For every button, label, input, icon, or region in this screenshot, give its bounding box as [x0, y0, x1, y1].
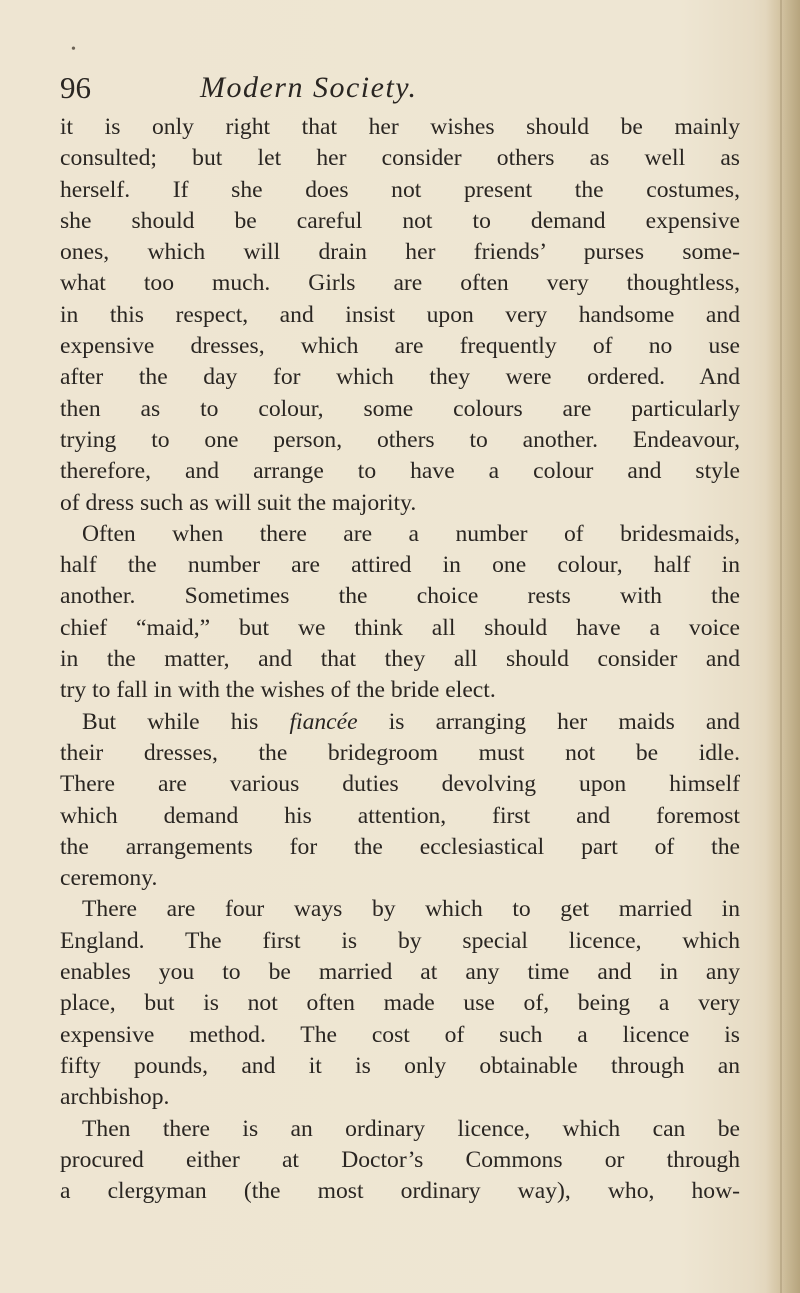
text-line: half the number are attired in one colour, half in: [60, 552, 740, 579]
text-line: what too much. Girls are often very thoughtless,: [60, 270, 740, 297]
text-line: expensive dresses, which are frequently of no use: [60, 333, 740, 360]
text-line: she should be careful not to demand expensive: [60, 207, 740, 234]
text-line: their dresses, the bridegroom must not be idle.: [60, 739, 740, 766]
text-line: which demand his attention, first and foremost: [60, 802, 740, 829]
running-head: Modern Society.: [200, 71, 418, 104]
text-line-with-italic: [60, 707, 740, 738]
page-edge-shadow: [766, 0, 800, 1293]
text-line: procured either at Doctor’s Commons or through: [60, 1146, 740, 1173]
text-line: England. The first is by special licence, which: [60, 927, 740, 954]
page-header: [60, 70, 720, 110]
italic-word: fiancée: [289, 708, 358, 735]
text-line: it is only right that her wishes should be mainly: [60, 114, 740, 140]
text-line: of dress such as will suit the majority.: [60, 489, 417, 516]
text-line: another. Sometimes the choice rests with the: [60, 583, 740, 610]
text-line: Then there is an ordinary licence, which can be: [82, 1115, 740, 1142]
text-line: place, but is not often made use of, being a very: [60, 990, 740, 1017]
text-line: trying to one person, others to another. Endeavour,: [60, 426, 740, 453]
text-line: therefore, and arrange to have a colour and style: [60, 458, 740, 485]
text-line: in this respect, and insist upon very handsome and: [60, 301, 740, 328]
text-line: chief “maid,” but we think all should have a voice: [60, 614, 740, 641]
text-line: then as to colour, some colours are particularly: [60, 395, 740, 422]
text-line: after the day for which they were ordered. And: [60, 364, 740, 391]
text-line: herself. If she does not present the costumes,: [60, 176, 740, 203]
text-line: the arrangements for the ecclesiastical part of the: [60, 833, 740, 860]
text-fragment: But while his: [82, 708, 290, 735]
text-line: There are various duties devolving upon himself: [60, 771, 740, 798]
text-line: enables you to be married at any time and in any: [60, 959, 740, 986]
page-number: 96: [60, 70, 91, 105]
text-line: There are four ways by which to get married in: [82, 896, 740, 923]
text-line: Often when there are a number of bridesmaids,: [82, 520, 740, 547]
text-line: ceremony.: [60, 865, 158, 892]
text-line: a clergyman (the most ordinary way), who, how-: [60, 1178, 740, 1205]
text-line: fifty pounds, and it is only obtainable through an: [60, 1052, 740, 1079]
text-line: consulted; but let her consider others as well as: [60, 145, 740, 172]
text-line: in the matter, and that they all should consider and: [60, 646, 740, 673]
page-edge-line: [780, 0, 782, 1293]
text-line: ones, which will drain her friends’ purses some-: [60, 239, 740, 266]
text-line: archbishop.: [60, 1084, 170, 1111]
text-fragment: is arranging her maids and: [357, 708, 740, 735]
text-line: expensive method. The cost of such a licence is: [60, 1021, 740, 1048]
text-line: try to fall in with the wishes of the bride elect.: [60, 677, 496, 704]
printer-mark: •: [71, 42, 76, 57]
body-text: [60, 112, 740, 1207]
